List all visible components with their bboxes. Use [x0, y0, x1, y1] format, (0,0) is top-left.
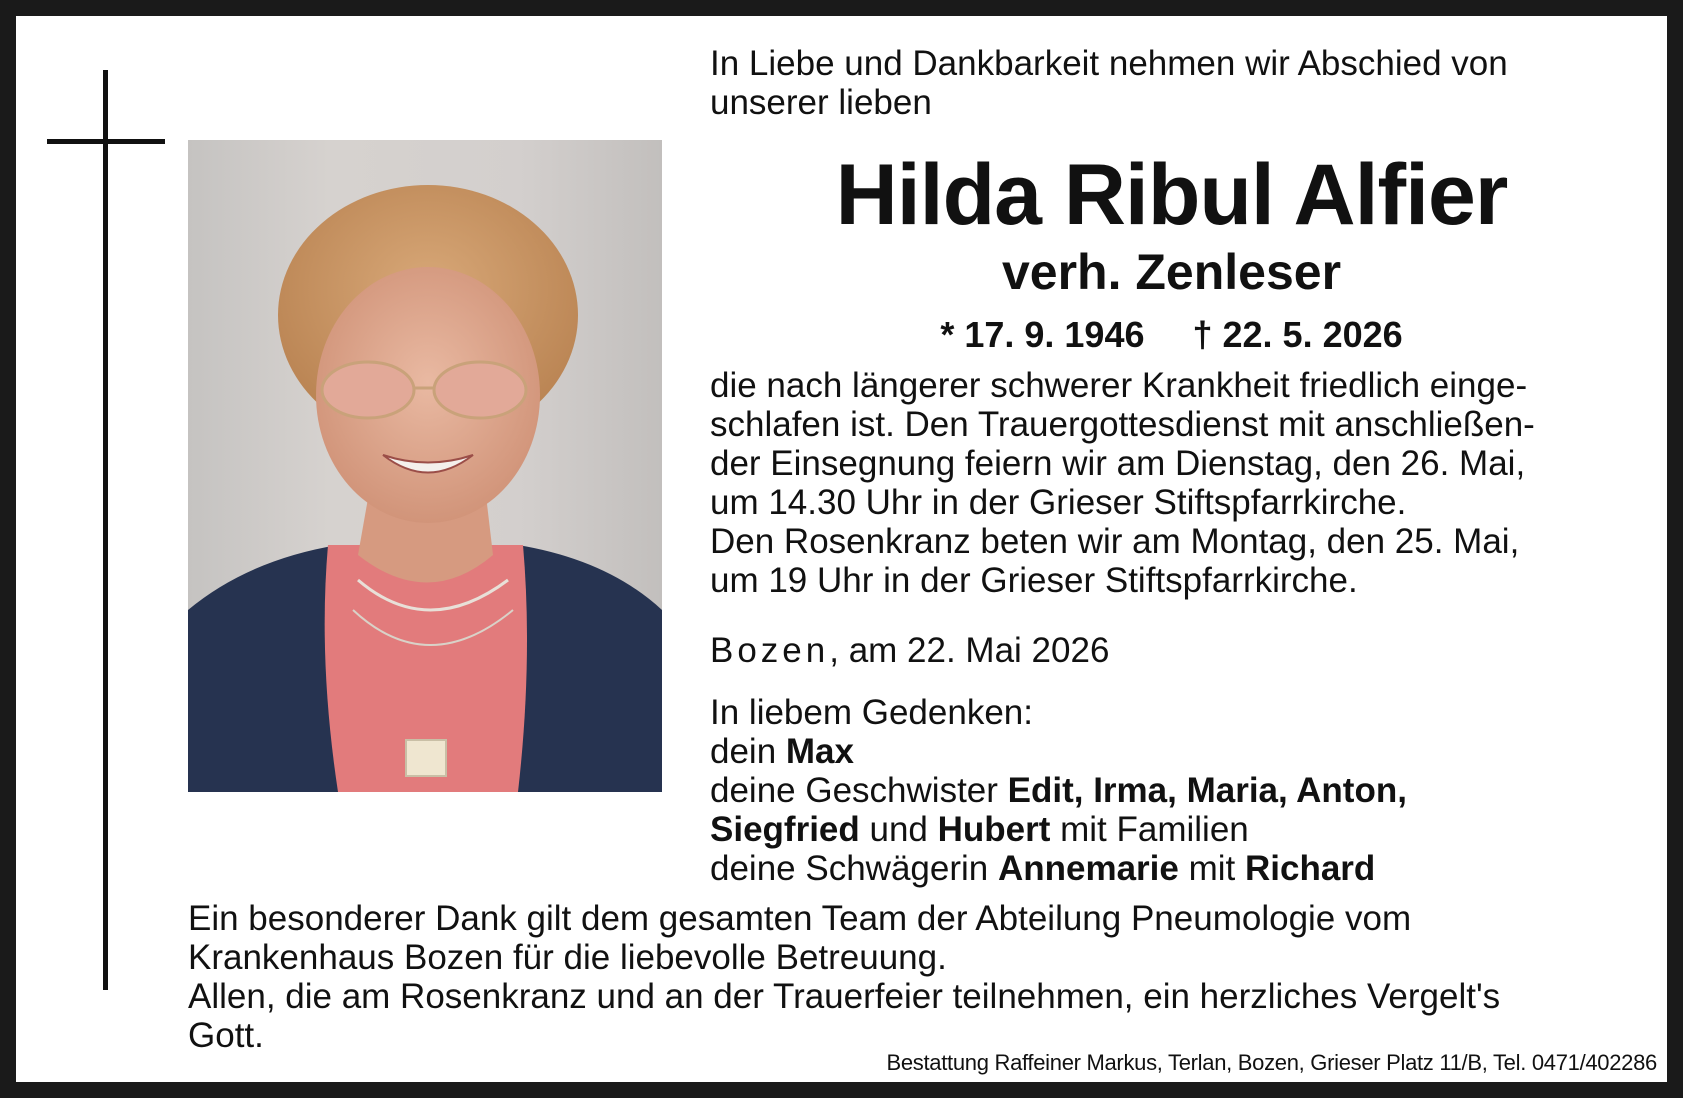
birth-date: * 17. 9. 1946 — [940, 314, 1145, 355]
memorial-text: deine Geschwister — [710, 771, 1008, 810]
memorial-text: dein — [710, 732, 786, 771]
mourner-name: Edit, Irma, Maria, Anton, — [1007, 771, 1407, 810]
portrait-photo — [188, 140, 662, 792]
date: , am 22. Mai 2026 — [829, 631, 1110, 670]
mourner-name: Annemarie — [997, 849, 1179, 888]
intro-line-2: unserer lieben — [710, 83, 932, 122]
funeral-home-info: Bestattung Raffeiner Markus, Terlan, Bozen, Grieser Platz 11/B, Tel. 0471/402286 — [886, 1050, 1657, 1075]
cross-icon-horizontal — [47, 139, 165, 144]
memorial-heading: In liebem Gedenken: — [710, 693, 1033, 732]
body-line: die nach längerer schwerer Krankheit friedlich einge- — [710, 366, 1528, 405]
body-line: der Einsegnung feiern wir am Dienstag, den 26. Mai, — [710, 444, 1526, 483]
thanks-line: Gott. — [188, 1016, 264, 1055]
place-and-date — [710, 631, 1109, 670]
thanks-text — [188, 899, 1500, 1055]
memorial-text: mit — [1178, 849, 1245, 888]
deceased-name: Hilda Ribul Alfier — [835, 147, 1508, 243]
body-line: um 19 Uhr in der Grieser Stiftspfarrkirche. — [710, 561, 1358, 600]
place: Bozen — [710, 631, 830, 670]
thanks-line: Ein besonderer Dank gilt dem gesamten Team der Abteilung Pneumologie vom — [188, 899, 1412, 938]
cross-icon-vertical — [103, 70, 108, 990]
mourner-name: Max — [785, 732, 854, 771]
body-line: um 14.30 Uhr in der Grieser Stiftspfarrkirche. — [710, 483, 1407, 522]
announcement-body — [710, 366, 1535, 600]
memorial-text: mit Familien — [1050, 810, 1249, 849]
memorial-list — [710, 693, 1407, 888]
thanks-line: Allen, die am Rosenkranz und an der Trauerfeier teilnehmen, ein herzliches Vergelt's — [188, 977, 1501, 1016]
intro-text — [710, 44, 1508, 122]
mourner-name: Siegfried — [710, 810, 860, 849]
body-line: Den Rosenkranz beten wir am Montag, den 25. Mai, — [710, 522, 1520, 561]
body-line: schlafen ist. Den Trauergottesdienst mit anschließen- — [710, 405, 1535, 444]
mourner-name: Richard — [1244, 849, 1376, 888]
memorial-text: deine Schwägerin — [710, 849, 998, 888]
mourner-name: Hubert — [937, 810, 1051, 849]
life-dates — [710, 314, 1633, 356]
death-date: † 22. 5. 2026 — [1192, 314, 1403, 355]
intro-line-1: In Liebe und Dankbarkeit nehmen wir Abschied von — [710, 44, 1508, 83]
thanks-line: Krankenhaus Bozen für die liebevolle Betreuung. — [188, 938, 947, 977]
married-name: verh. Zenleser — [1001, 244, 1342, 300]
memorial-text: und — [859, 810, 938, 849]
